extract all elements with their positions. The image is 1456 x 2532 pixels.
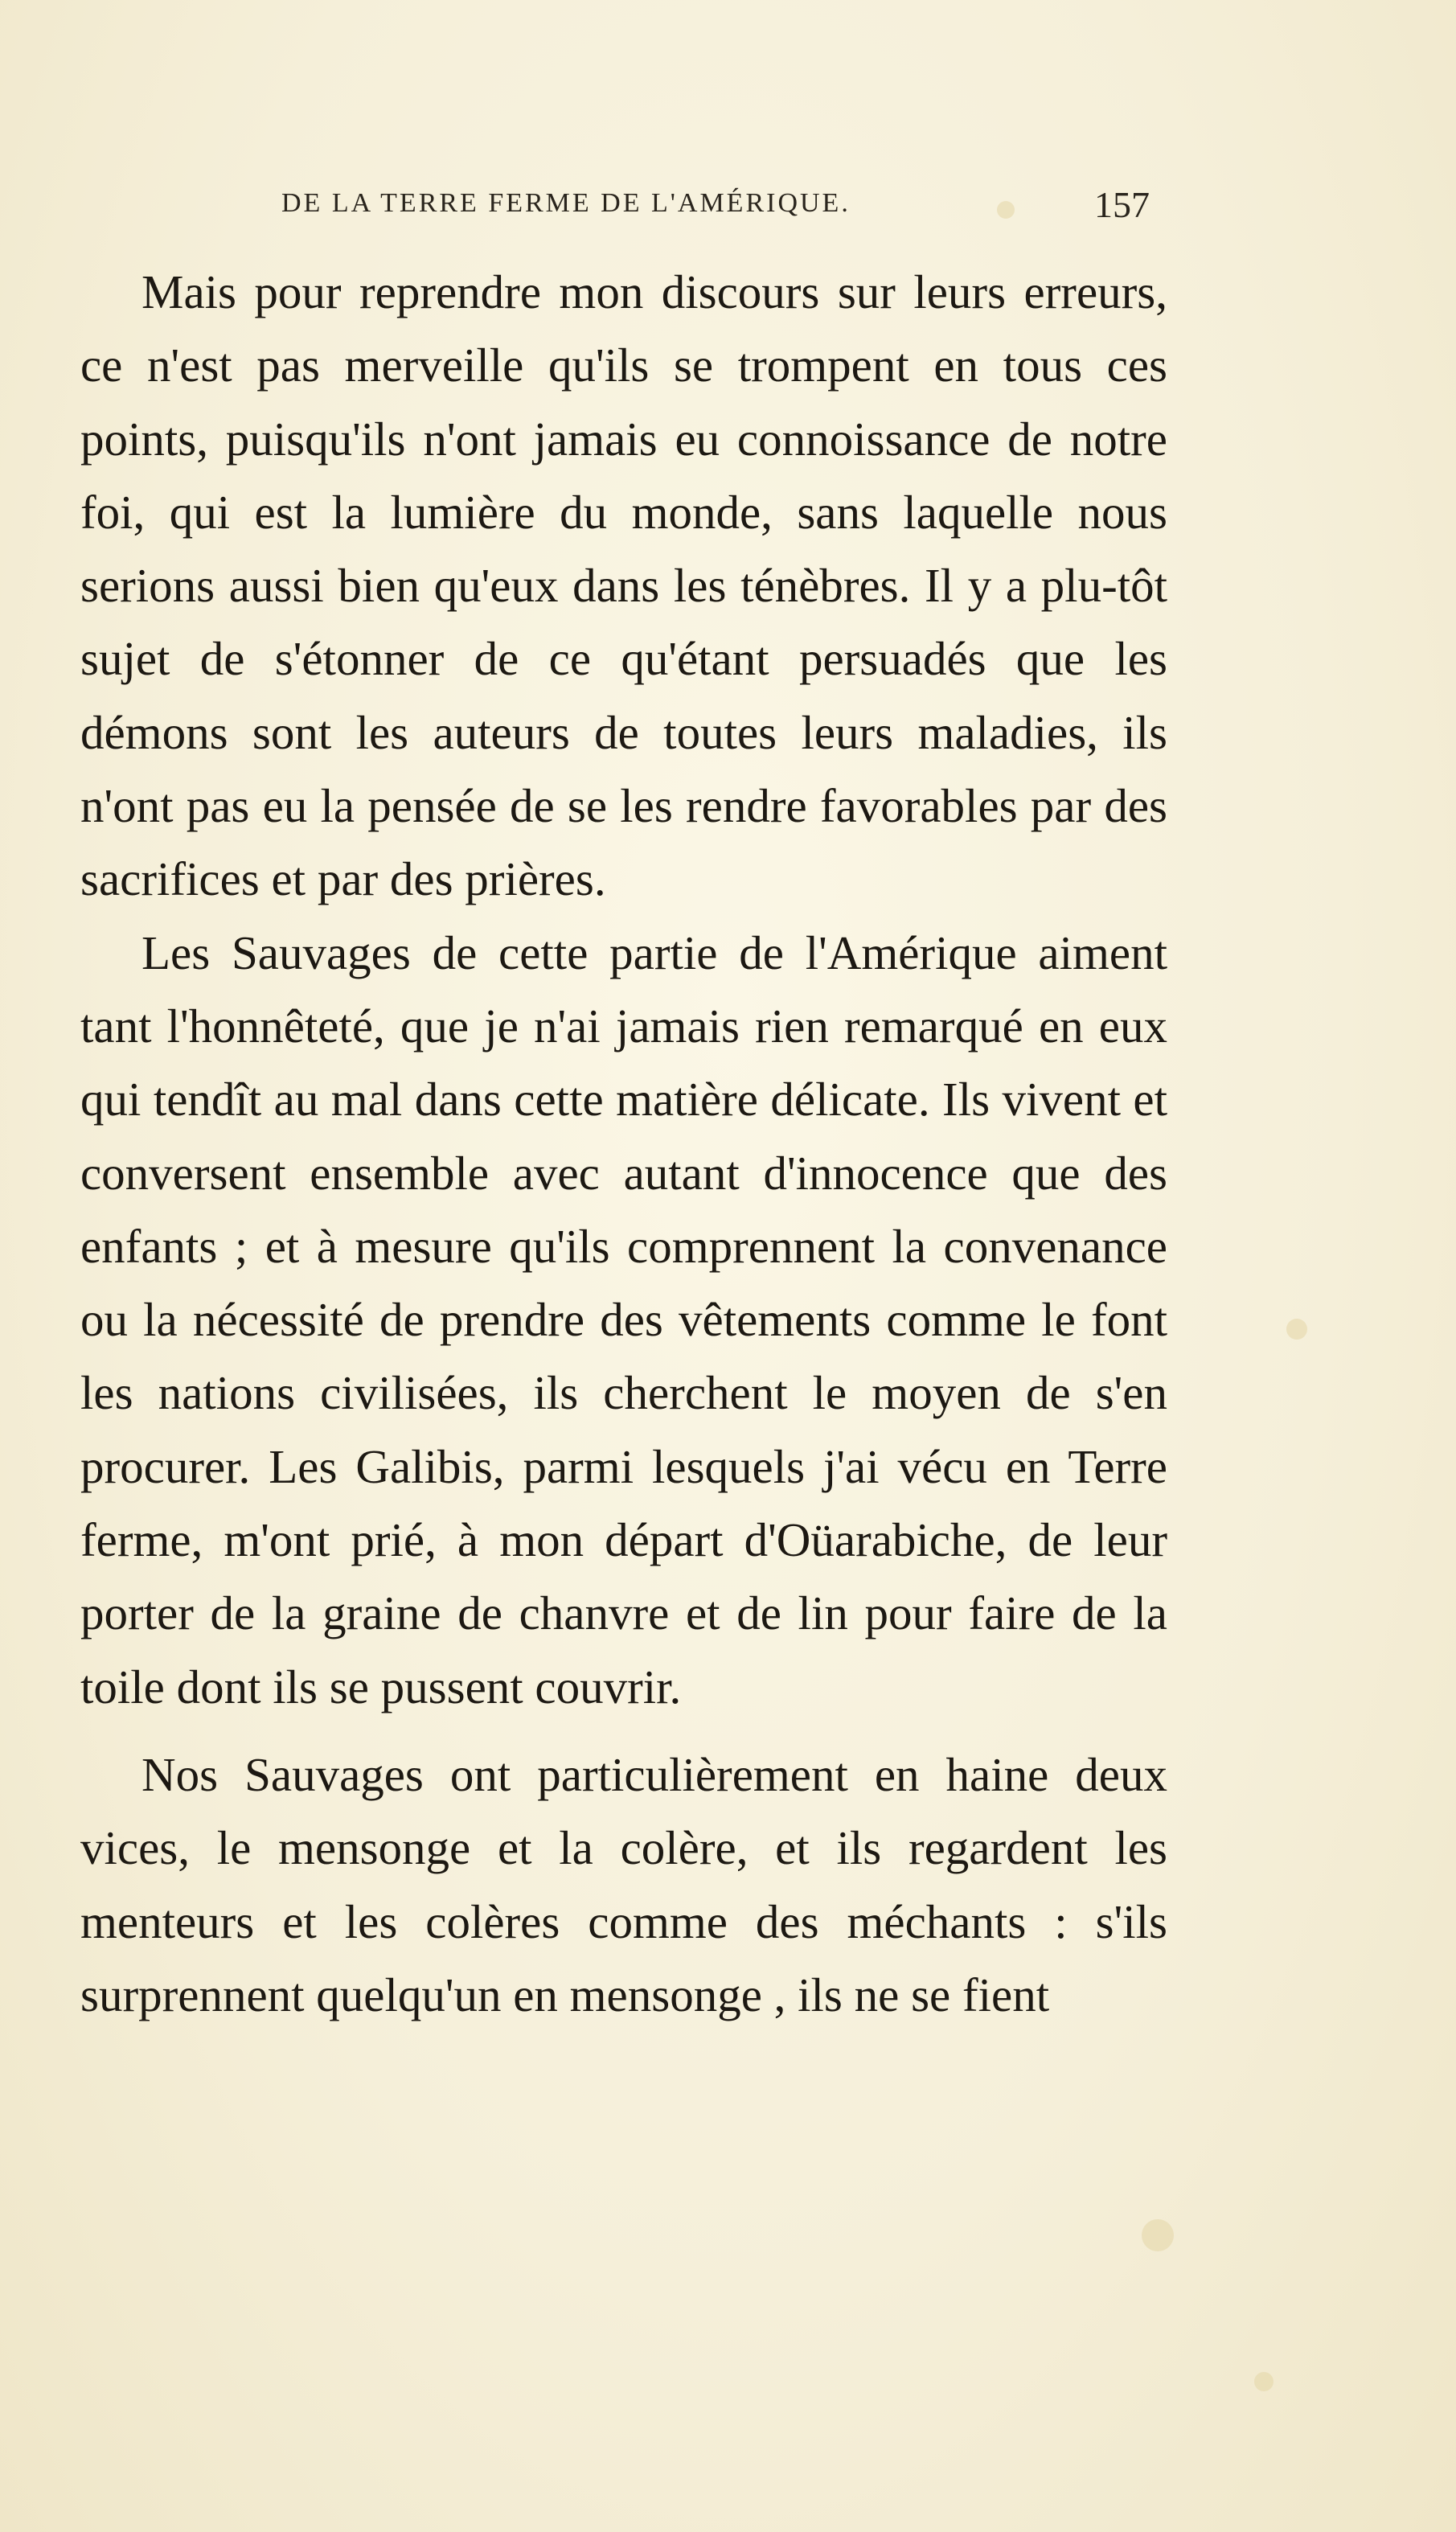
page-header (281, 183, 1150, 232)
paragraph-1: Mais pour reprendre mon discours sur leurs erreurs, ce n'est pas merveille qu'ils se trompent en tous ces points, puisqu'ils n'ont jamais eu connoissance de notre foi, qui est la lumière du monde, sans laquelle nous serions aussi bien qu'eux dans les ténèbres. Il y a plu-tôt sujet de s'étonner de ce qu'étant persuadés que les démons sont les auteurs de toutes leurs maladies, ils n'ont pas eu la pensée de se les rendre favorables par des sacrifices et par des prières. (80, 265, 1167, 906)
running-title: DE LA TERRE FERME DE L'AMÉRIQUE. (281, 188, 851, 218)
body-text (80, 256, 1167, 2032)
paragraph-2: Les Sauvages de cette partie de l'Amérique aiment tant l'honnêteté, que je n'ai jamais rien remarqué en eux qui tendît au mal dans cette matière délicate. Ils vivent et conversent ensemble avec autant d'innocence que des enfants ; et à mesure qu'ils comprennent la convenance ou la nécessité de prendre des vêtements comme le font les nations civilisées, ils cherchent le moyen de s'en procurer. Les Galibis, parmi lesquels j'ai vécu en Terre ferme, m'ont prié, à mon départ d'Oüarabiche, de leur porter de la graine de chanvre et de lin pour faire de la toile dont ils se pussent couvrir. (80, 925, 1167, 1713)
paper-stain (1286, 1319, 1307, 1340)
paragraph-3: Nos Sauvages ont particulièrement en haine deux vices, le mensonge et la colère, et ils regardent les menteurs et les colères comme des méchants : s'ils surprennent quelqu'un en mensonge , ils ne se fient (80, 1747, 1167, 2021)
paper-stain (1254, 2372, 1273, 2391)
paper-stain (1142, 2219, 1174, 2251)
page-number: 157 (1094, 184, 1150, 225)
